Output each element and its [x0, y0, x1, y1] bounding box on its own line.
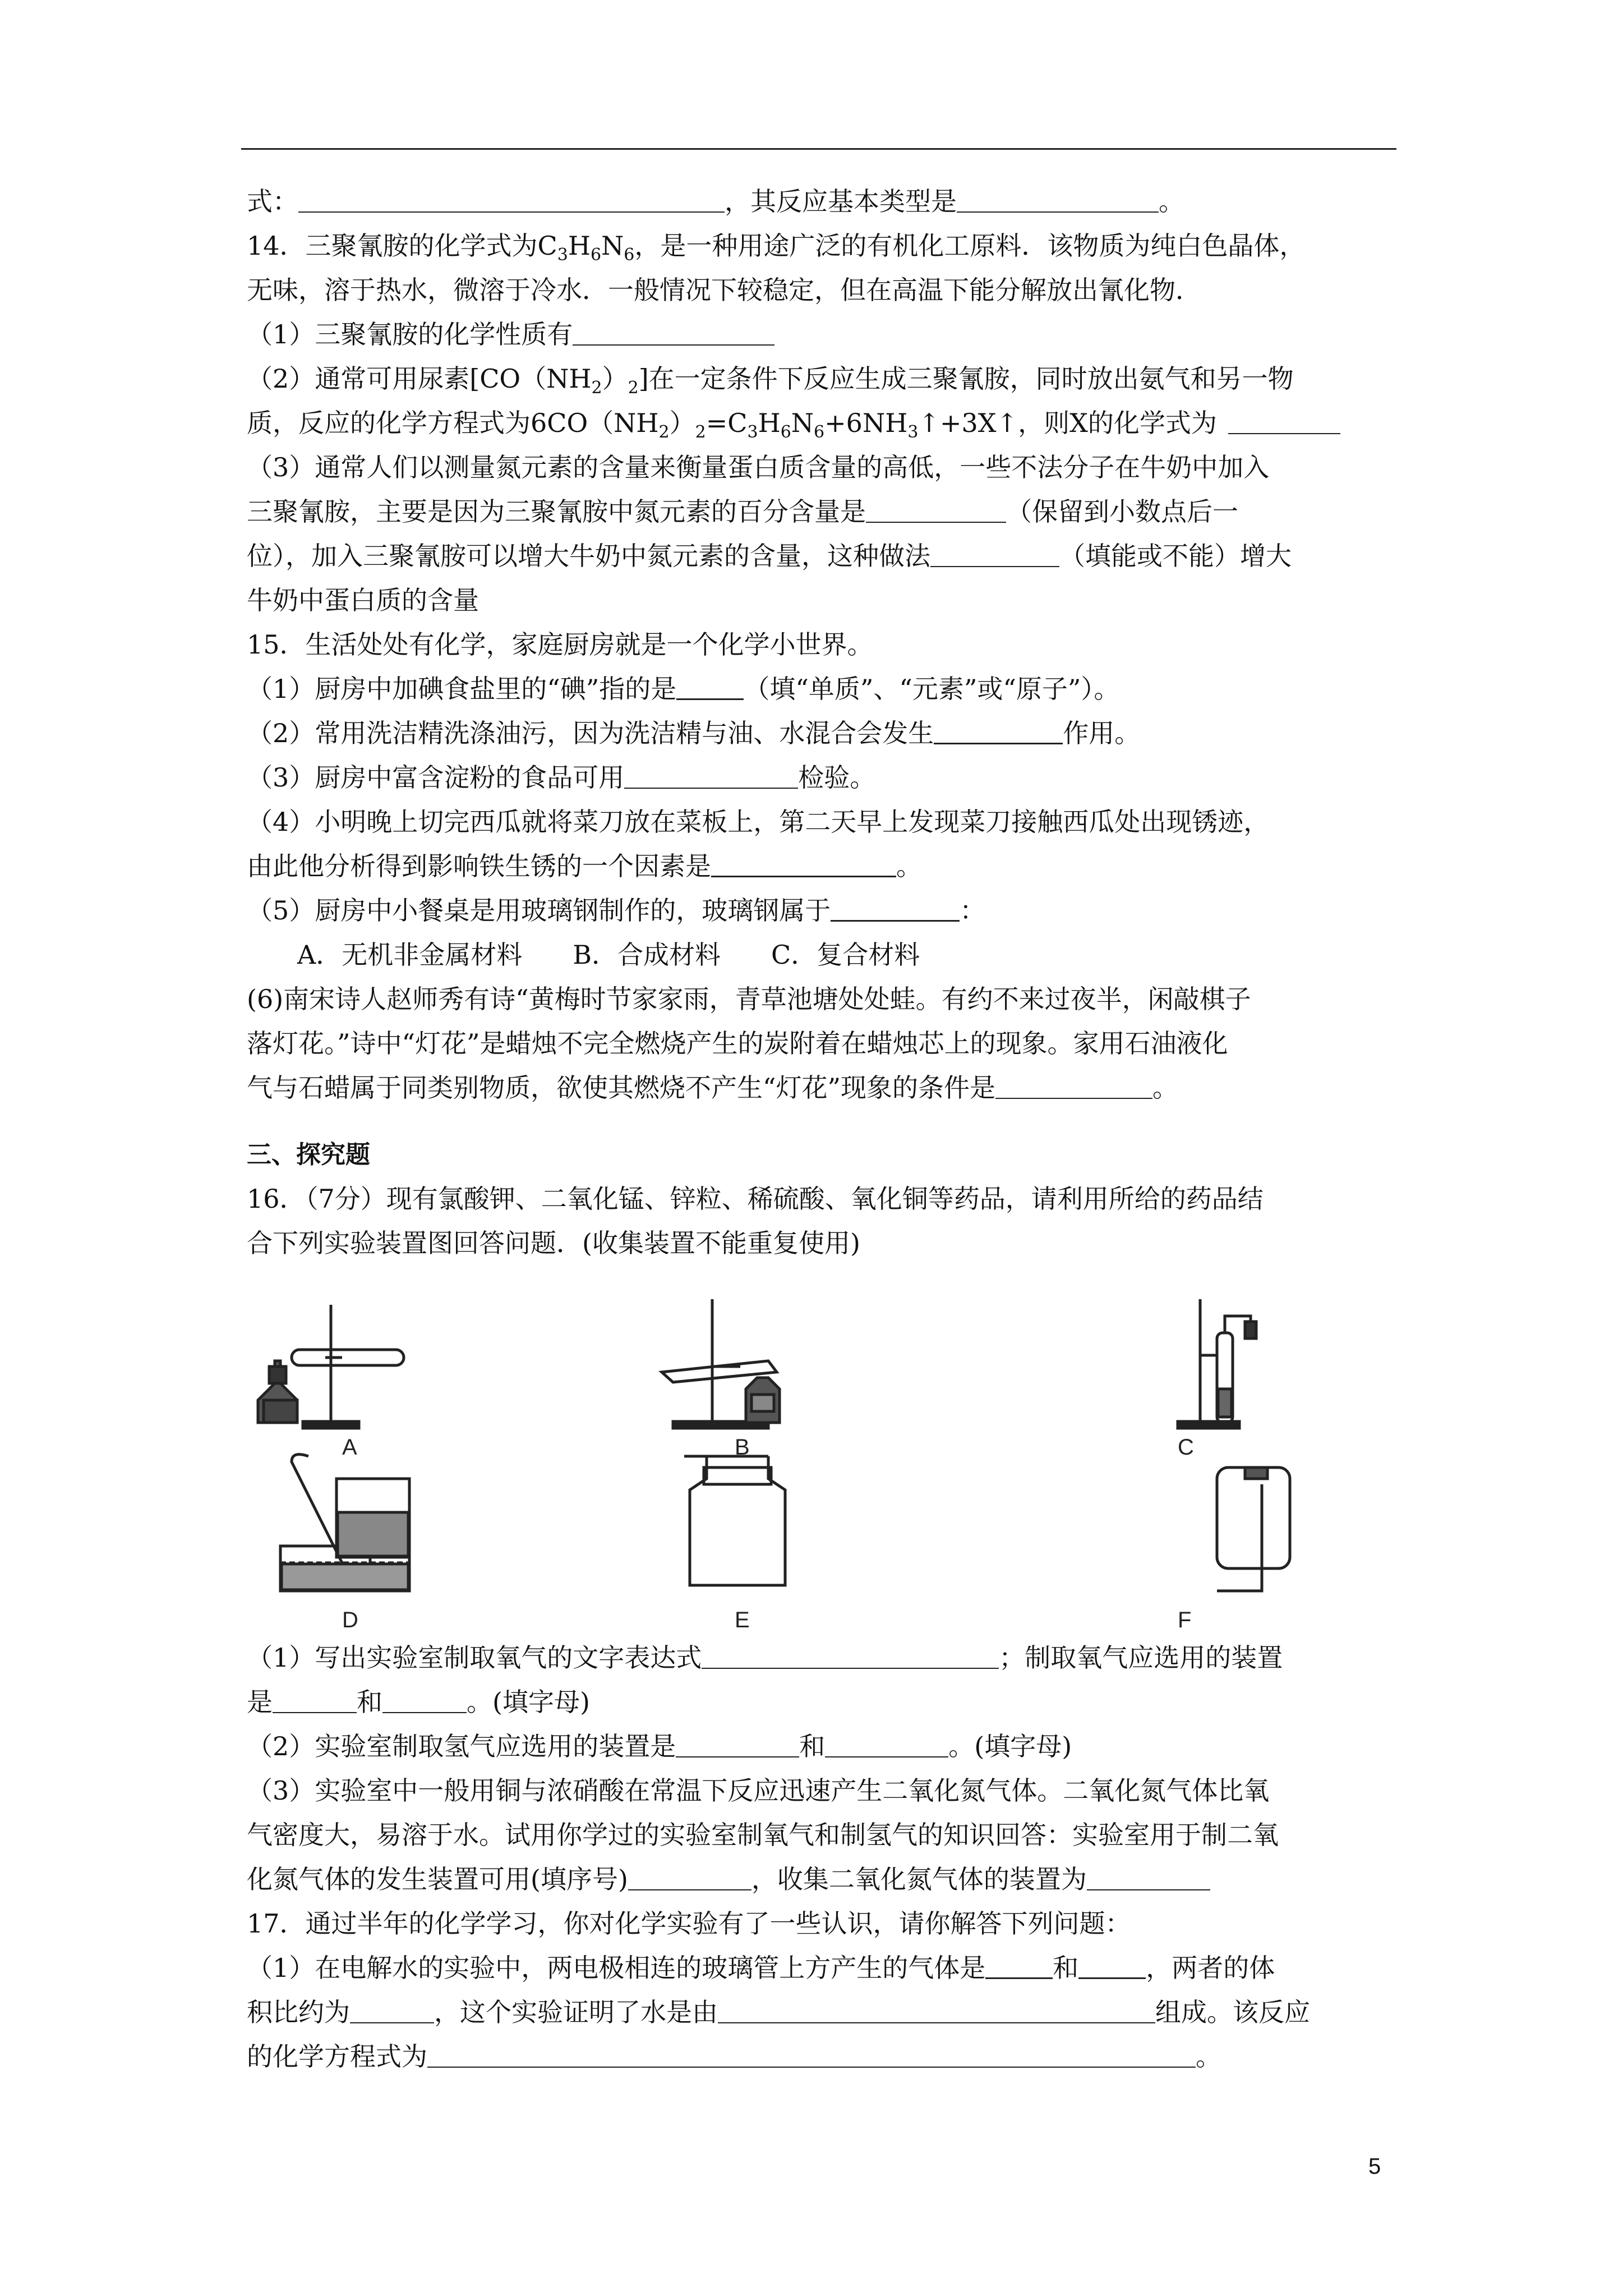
q15-line-1: 15．生活处处有化学，家庭厨房就是一个化学小世界。 [247, 629, 873, 660]
apparatus-c-icon [1178, 1299, 1256, 1428]
q16-a-line-1: （1）写出实验室制取氧气的文字表达式 ；制取氧气应选用的装置 [247, 1642, 1283, 1673]
q15-line-8: (6)南宋诗人赵师秀有诗“黄梅时节家家雨，青草池塘处处蛙。有约不来过夜半，闲敲棋子 [247, 984, 1251, 1014]
q15-line-4: （3）厨房中富含淀粉的食品可用 检验。 [247, 762, 876, 793]
q16-b-line: （2）实验室制取氢气应选用的装置是 和 。(填字母) [247, 1731, 1072, 1761]
answer-blank[interactable] [273, 1686, 357, 1713]
answer-blank[interactable] [995, 1072, 1152, 1099]
document-body [247, 180, 1396, 2079]
q14-line-9: 牛奶中蛋白质的含量 [247, 585, 479, 615]
answer-blank[interactable] [1078, 1952, 1146, 1979]
q16-a-line-2: 是 和 。(填字母) [247, 1687, 590, 1717]
answer-blank[interactable] [628, 1864, 751, 1890]
q14-line-8: 位），加入三聚氰胺可以增大牛奶中氮元素的含量，这种做法 （填能或不能）增大 [247, 541, 1292, 571]
header-rule [241, 148, 1396, 150]
answer-blank[interactable] [957, 186, 1159, 213]
answer-blank[interactable] [825, 1731, 948, 1757]
q14-line-6: （3）通常人们以测量氮元素的含量来衡量蛋白质含量的高低，一些不法分子在牛奶中加入 [247, 452, 1270, 482]
q16-line-2: 合下列实验装置图回答问题．(收集装置不能重复使用) [247, 1228, 860, 1258]
label-f: F [1178, 1608, 1192, 1632]
q14-line-7: 三聚氰胺，主要是因为三聚氰胺中氮元素的百分含量是 （保留到小数点后一 [247, 496, 1238, 527]
apparatus-d-icon [280, 1455, 409, 1591]
q15-line-7: （5）厨房中小餐桌是用玻璃钢制作的，玻璃钢属于 ： [247, 895, 986, 926]
q14-line-4: （2）通常可用尿素$[CO(NH_2)_2]$在一定条件下反应生成三聚氰胺，同时放出氨气和另一物 [247, 364, 1294, 398]
q17-line-2: （1）在电解水的实验中，两电极相连的玻璃管上方产生的气体是 和 ，两者的体 [247, 1953, 1275, 1983]
option-c[interactable]: C．复合材料 [771, 940, 920, 970]
answer-blank[interactable] [985, 1952, 1053, 1979]
label-b: B [735, 1435, 750, 1460]
option-a[interactable]: A．无机非金属材料 [297, 940, 523, 970]
q14-line-3: （1）三聚氰胺的化学性质有 [247, 312, 1396, 357]
answer-blank[interactable] [573, 319, 774, 346]
answer-blank[interactable] [934, 717, 1063, 744]
q15-line-10: 气与石蜡属于同类别物质，欲使其燃烧不产生“灯花”现象的条件是 。 [247, 1073, 1179, 1103]
section-heading: 三、探究题 [247, 1140, 370, 1169]
answer-blank[interactable] [350, 1996, 434, 2023]
option-b[interactable]: B．合成材料 [573, 940, 721, 970]
apparatus-f-icon [1217, 1467, 1290, 1591]
apparatus-figure [247, 1288, 1396, 1636]
answer-blank[interactable] [702, 1642, 999, 1669]
q15-options [247, 933, 1396, 977]
answer-blank[interactable] [1228, 407, 1340, 434]
label-a: A [342, 1435, 357, 1460]
answer-blank[interactable] [624, 762, 798, 789]
q17-line-3: 积比约为 ，这个实验证明了水是由 组成。该反应 [247, 1997, 1310, 2027]
label-e: E [735, 1608, 750, 1632]
answer-blank[interactable] [711, 850, 896, 877]
q16-c-line-2: 气密度大，易溶于水。试用你学过的实验室制氧气和制氢气的知识回答：实验室用于制二氧 [247, 1820, 1279, 1850]
q15-line-5: （4）小明晚上切完西瓜就将菜刀放在菜板上，第二天早上发现菜刀接触西瓜处出现锈迹， [247, 807, 1270, 837]
apparatus-diagram [247, 1288, 1396, 1636]
apparatus-a-icon [258, 1305, 404, 1428]
q14-line-5: 质，反应的化学方程式为$6CO(NH_2)_2=C_3H_6N_6+6NH_3↑+3X↑$，则X的化学式为 [247, 401, 1396, 445]
apparatus-b-icon [662, 1299, 780, 1428]
answer-blank[interactable] [831, 894, 960, 922]
answer-blank[interactable] [676, 673, 744, 700]
answer-blank[interactable] [1087, 1864, 1210, 1890]
q15-line-3: （2）常用洗洁精洗涤油污，因为洗洁精与油、水混合会发生 作用。 [247, 718, 1141, 748]
answer-blank[interactable] [930, 540, 1059, 567]
answer-blank[interactable] [298, 186, 725, 213]
answer-blank[interactable] [427, 2041, 1196, 2068]
label-c: C [1178, 1435, 1194, 1460]
line-q13-end: 式： ，其反应基本类型是 。 [247, 186, 1184, 217]
q16-c-line-1: （3）实验室中一般用铜与浓硝酸在常温下反应迅速产生二氧化氮气体。二氧化氮气体比氧 [247, 1775, 1270, 1806]
q15-line-2: （1）厨房中加碘食盐里的“碘”指的是 （填“单质”、“元素”或“原子”）。 [247, 674, 1120, 704]
q14-line-1: 14．三聚氰胺的化学式为$C_3H_6N_6$，是一种用途广泛的有机化工原料．该物质为纯白色晶体， [247, 231, 1306, 265]
q16-c-line-3: 化氮气体的发生装置可用(填序号) ，收集二氧化氮气体的装置为 [247, 1857, 1396, 1902]
page-number: 5 [1368, 2154, 1381, 2179]
q14-line-2: 无味，溶于热水，微溶于冷水．一般情况下较稳定，但在高温下能分解放出氰化物． [247, 275, 1201, 305]
q15-line-9: 落灯花。”诗中“灯花”是蜡烛不完全燃烧产生的炭附着在蜡烛芯上的现象。家用石油液化 [247, 1028, 1228, 1059]
q16-line-1: 16．（7分）现有氯酸钾、二氧化锰、锌粒、稀硫酸、氧化铜等药品，请利用所给的药品结 [247, 1184, 1264, 1214]
answer-blank[interactable] [718, 1996, 1155, 2023]
q15-line-6: 由此他分析得到影响铁生锈的一个因素是 。 [247, 851, 922, 881]
q17-line-1: 17．通过半年的化学学习，你对化学实验有了一些认识，请你解答下列问题： [247, 1908, 1131, 1939]
q17-line-4: 的化学方程式为 。 [247, 2041, 1221, 2072]
answer-blank[interactable] [382, 1686, 467, 1713]
label-d: D [342, 1608, 358, 1632]
apparatus-e-icon [684, 1456, 785, 1585]
answer-blank[interactable] [676, 1731, 799, 1757]
answer-blank[interactable] [866, 496, 1006, 523]
